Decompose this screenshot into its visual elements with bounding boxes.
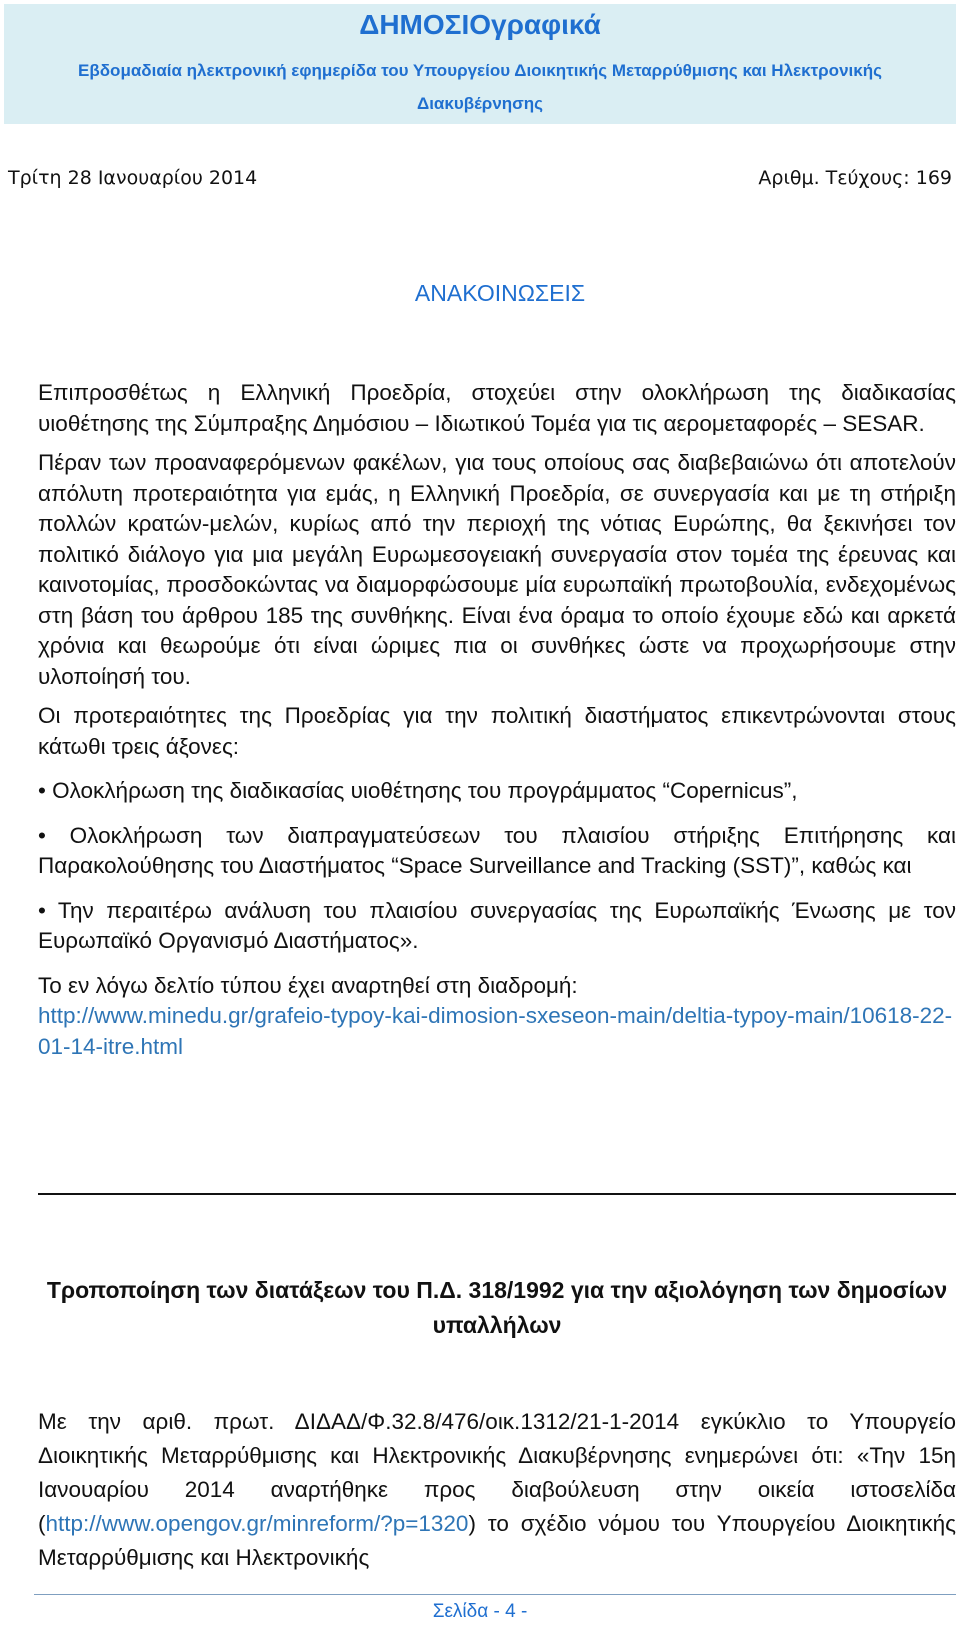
evaluation-article [38,1405,956,1575]
bullet-item: • Ολοκλήρωση της διαδικασίας υιοθέτησης του προγράμματος “Copernicus”, [38,778,798,803]
article-heading: Τροποποίηση των διατάξεων του Π.Δ. 318/1992 για την αξιολόγηση των δημοσίων υπαλλήλων [46,1277,948,1338]
newsletter-subtitle: Εβδομαδιαία ηλεκτρονική εφημερίδα του Υπουργείου Διοικητικής Μεταρρύθμισης και Ηλεκτρονικής Διακυβέρνησης [78,61,882,113]
press-release-link[interactable]: http://www.minedu.gr/grafeio-typoy-kai-dimosion-sxeseon-main/deltia-typoy-main/10618-22-01-14-itre.html [38,1003,953,1059]
paragraph: Οι προτεραιότητες της Προεδρίας για την πολιτική διαστήματος επικεντρώνονται στους κάτωθι τρεις άξονες: [38,703,956,759]
section-title: ΑΝΑΚΟΙΝΩΣΕΙΣ [414,280,586,306]
issue-number: Αριθμ. Τεύχους: 169 [758,167,952,189]
paragraph [38,971,956,1063]
paragraph: Πέραν των προαναφερόμενων φακέλων, για τους οποίους σας διαβεβαιώνω ότι αποτελούν απόλυτη προτεραιότητα για εμάς, η Ελληνική Προεδρία, σε συνεργασία και με τη στήριξη πολλών κρατών-μελών, κυρίως από την περιοχή της νότιας Ευρώπης, θα ξεκινήσει τον πολιτικό διάλογο για μια μεγάλη Ευρωμεσογειακή συνεργασία στον τομέα της έρευνας και καινοτομίας, προσδοκώντας να διαμορφώσουμε μία ευρωπαϊκή πρωτοβουλία, ενδεχομένως στη βάση του άρθρου 185 της συνθήκης. Είναι ένα όραμα το οποίο έχουμε εδώ και αρκετά χρόνια και θεωρούμε ότι είναι ώριμες πια οι συνθήκες ώστε να προχωρήσουμε στην υλοποίησή του. [38,450,956,689]
masthead [4,4,956,124]
newsletter-title: ΔΗΜΟΣΙΟγραφικά [359,9,601,40]
bullet-item: • Ολοκλήρωση των διαπραγματεύσεων του πλαισίου στήριξης Επιτήρησης και Παρακολούθησης του Διαστήματος “Space Surveillance and Tracking (SST)”, καθώς και [38,822,956,878]
page-number: Σελίδα - 4 - [432,1601,528,1622]
article-text: Με την αριθ. πρωτ. ΔΙΔΑΔ/Φ.32.8/476/οικ.1312/21-1-2014 εγκύκλιο το Υπουργείο Διοικητικής Μεταρρύθμισης και Ηλεκτρονικής Διακυβέρνησης ενημερώνει ότι: «Την 15η Ιανουαρίου 2014 αναρτήθηκε προς διαβούλευση στην οικεία ιστοσελίδα ( [38,1409,956,1536]
announcement-article [38,378,956,1062]
link-intro-text: Το εν λόγω δελτίο τύπου έχει αναρτηθεί στη διαδρομή: [38,972,578,998]
footer-divider [34,1594,956,1595]
issue-line [8,167,956,197]
paragraph: Επιπροσθέτως η Ελληνική Προεδρία, στοχεύει στην ολοκλήρωση της διαδικασίας υιοθέτησης της Σύμπραξης Δημόσιου – Ιδιωτικού Τομέα για τις αερομεταφορές – SESAR. [38,380,956,436]
article-text: ) το σχέδιο νόμου του Υπουργείου Διοικητικής Μεταρρύθμισης και Ηλεκτρονικής [38,1511,956,1570]
issue-date: Τρίτη 28 Ιανουαρίου 2014 [8,167,258,189]
opengov-link[interactable]: http://www.opengov.gr/minreform/?p=1320 [45,1511,469,1536]
section-divider [38,1193,956,1195]
bullet-item: • Την περαιτέρω ανάλυση του πλαισίου συνεργασίας της Ευρωπαϊκής Ένωσης με τον Ευρωπαϊκό Οργανισμό Διαστήματος». [38,897,956,953]
